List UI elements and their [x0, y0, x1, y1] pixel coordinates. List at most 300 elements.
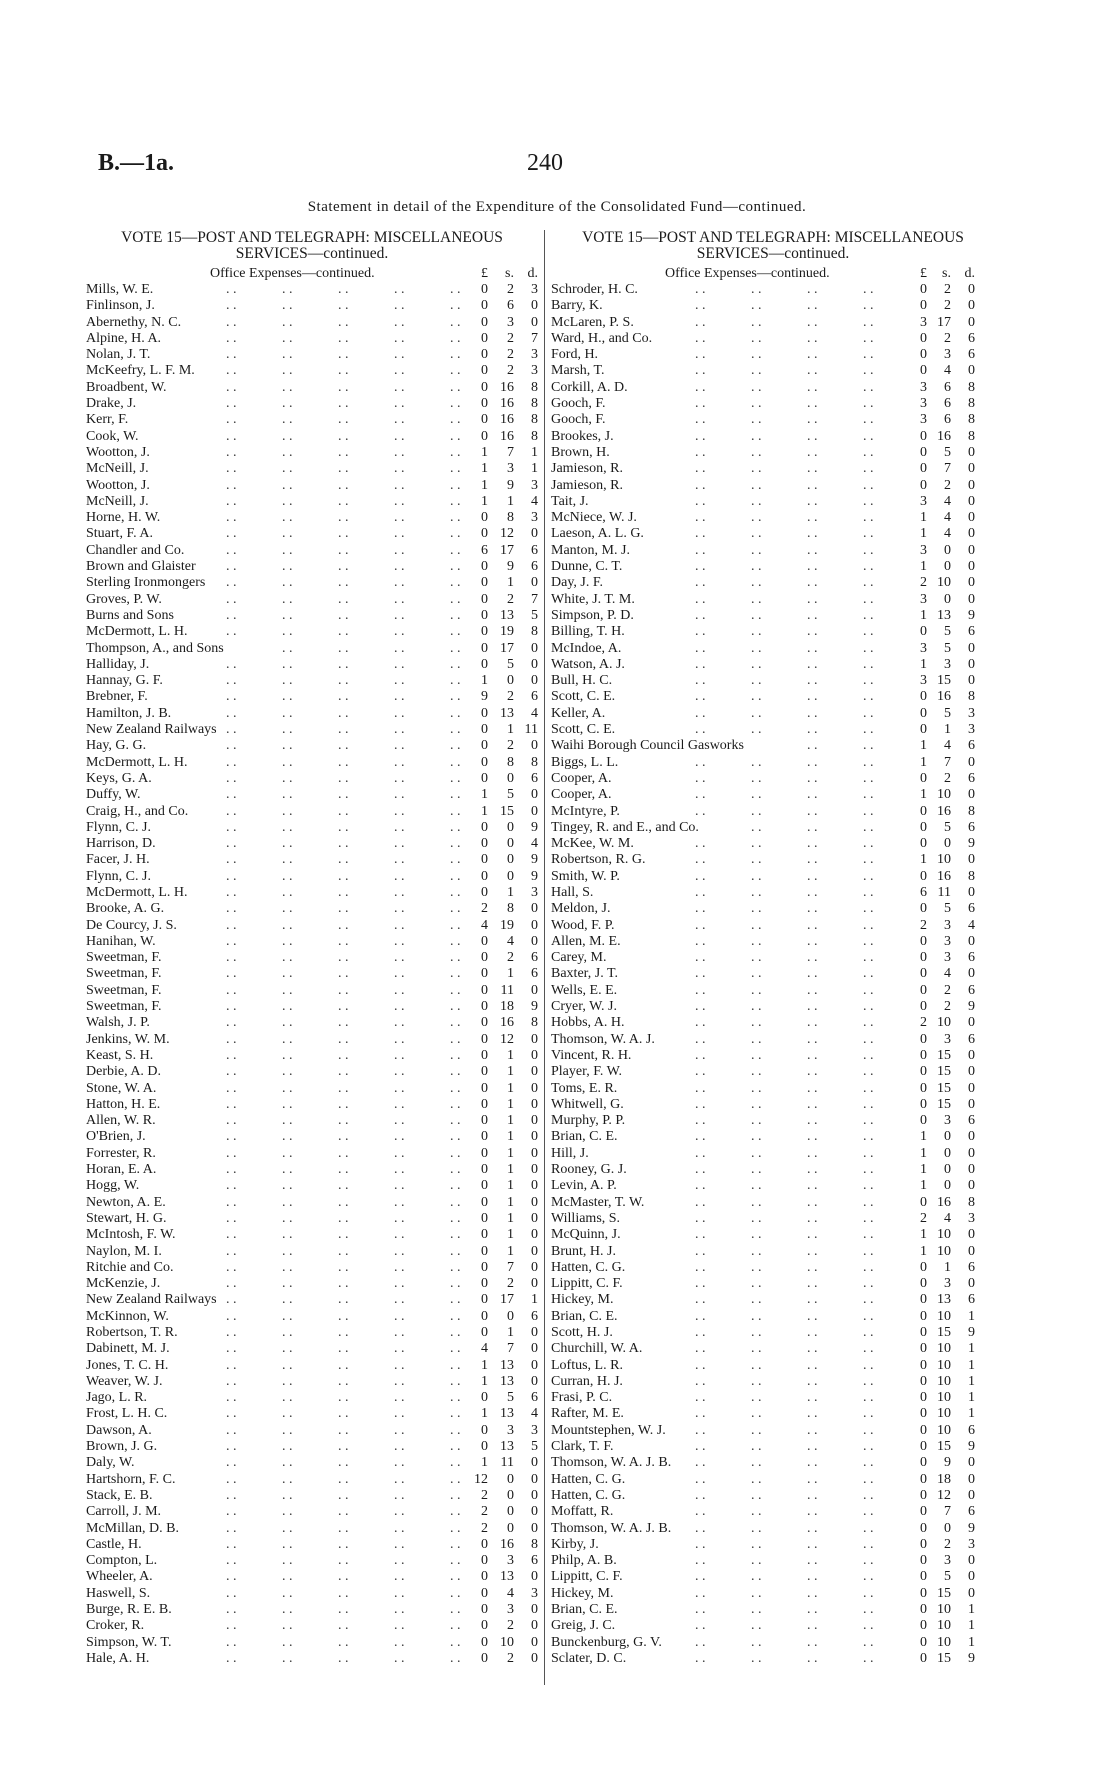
- amount-pounds: 1: [481, 787, 488, 803]
- expense-row: Hatten, C. G. 0 1 6 . . . . . . . .: [551, 1259, 975, 1275]
- payee-name: Wheeler, A.: [86, 1569, 153, 1585]
- amount-pounds: 0: [481, 950, 488, 966]
- amount-pence: 3: [531, 1585, 538, 1601]
- expense-row: Rafter, M. E. 0 10 1 . . . . . . . .: [551, 1406, 975, 1422]
- payee-name: Hill, J.: [551, 1145, 589, 1161]
- amount-shillings: 10: [937, 1357, 951, 1373]
- expense-row: Keys, G. A. 0 0 6 . . . . . . . . . .: [86, 770, 538, 786]
- amount-pounds: 0: [481, 428, 488, 444]
- amount-pounds: 0: [920, 1504, 927, 1520]
- amount-pounds: 0: [481, 1162, 488, 1178]
- expense-row: Player, F. W. 0 15 0 . . . . . . . .: [551, 1064, 975, 1080]
- amount-pounds: 0: [920, 1276, 927, 1292]
- payee-name: Smith, W. P.: [551, 868, 620, 884]
- payee-name: Mountstephen, W. J.: [551, 1422, 666, 1438]
- payee-name: Hannay, G. F.: [86, 673, 163, 689]
- amount-shillings: 12: [500, 526, 514, 542]
- amount-pounds: 0: [481, 1259, 488, 1275]
- amount-shillings: 0: [944, 591, 951, 607]
- amount-pounds: 1: [920, 1178, 927, 1194]
- expense-row: Weaver, W. J. 1 13 0 . . . . . . . . . .: [86, 1373, 538, 1389]
- amount-shillings: 7: [507, 1259, 514, 1275]
- expense-row: Flynn, C. J. 0 0 9 . . . . . . . . . .: [86, 868, 538, 884]
- payee-name: McQuinn, J.: [551, 1227, 621, 1243]
- payee-name: Brunt, H. J.: [551, 1243, 616, 1259]
- amount-pence: 6: [968, 1422, 975, 1438]
- amount-pounds: 1: [481, 673, 488, 689]
- amount-pounds: 1: [920, 1243, 927, 1259]
- amount-shillings: 3: [507, 1553, 514, 1569]
- amount-pounds: 0: [920, 1096, 927, 1112]
- amount-shillings: 0: [507, 1520, 514, 1536]
- expense-row: Barry, K. 0 2 0 . . . . . . . .: [551, 298, 975, 314]
- amount-shillings: 10: [937, 1618, 951, 1634]
- pence-heading: d.: [527, 266, 538, 281]
- payee-name: Compton, L.: [86, 1553, 158, 1569]
- amount-pounds: 0: [481, 347, 488, 363]
- amount-pence: 3: [968, 1210, 975, 1226]
- expense-row: Hatton, H. E. 0 1 0 . . . . . . . . . .: [86, 1096, 538, 1112]
- expense-row: Stack, E. B. 2 0 0 . . . . . . . . . .: [86, 1487, 538, 1503]
- expense-row: Alpine, H. A. 0 2 7 . . . . . . . . . .: [86, 330, 538, 346]
- amount-pounds: 0: [481, 526, 488, 542]
- amount-pence: 0: [531, 933, 538, 949]
- amount-shillings: 6: [944, 379, 951, 395]
- amount-pounds: 0: [920, 1406, 927, 1422]
- amount-pence: 0: [531, 1373, 538, 1389]
- expense-row: Castle, H. 0 16 8 . . . . . . . . . .: [86, 1536, 538, 1552]
- expense-row: Scott, C. E. 0 1 3 . . . . . . . .: [551, 722, 975, 738]
- amount-pence: 0: [531, 1227, 538, 1243]
- expense-row: New Zealand Railways 0 17 1 . . . . . . . . . .: [86, 1292, 538, 1308]
- amount-pence: 0: [531, 1064, 538, 1080]
- amount-pence: 8: [968, 803, 975, 819]
- expense-row: Naylon, M. I. 0 1 0 . . . . . . . . . .: [86, 1243, 538, 1259]
- amount-pounds: 0: [481, 852, 488, 868]
- expense-row: McNeill, J. 1 1 4 . . . . . . . . . .: [86, 493, 538, 509]
- payee-name: McNeill, J.: [86, 493, 149, 509]
- expense-row: Hatten, C. G. 0 18 0 . . . . . . . .: [551, 1471, 975, 1487]
- expense-row: Jenkins, W. M. 0 12 0 . . . . . . . . . .: [86, 1031, 538, 1047]
- amount-pence: 0: [968, 1276, 975, 1292]
- amount-shillings: 18: [937, 1471, 951, 1487]
- payee-name: Keller, A.: [551, 705, 606, 721]
- amount-pounds: 0: [920, 1308, 927, 1324]
- right-column: [544, 230, 993, 1685]
- amount-pounds: 3: [920, 493, 927, 509]
- payee-name: Meldon, J.: [551, 901, 611, 917]
- amount-pence: 0: [968, 1553, 975, 1569]
- expense-row: Schroder, H. C. 0 2 0 . . . . . . . .: [551, 282, 975, 297]
- expense-row: Facer, J. H. 0 0 9 . . . . . . . . . .: [86, 852, 538, 868]
- amount-pounds: 1: [481, 1357, 488, 1373]
- amount-pence: 8: [531, 396, 538, 412]
- expense-row: Jamieson, R. 0 2 0 . . . . . . . .: [551, 477, 975, 493]
- expense-row: McKinnon, W. 0 0 6 . . . . . . . . . .: [86, 1308, 538, 1324]
- amount-pounds: 0: [920, 836, 927, 852]
- amount-shillings: 9: [944, 1455, 951, 1471]
- amount-pence: 3: [531, 884, 538, 900]
- amount-pence: 3: [531, 477, 538, 493]
- amount-pounds: 0: [481, 1113, 488, 1129]
- amount-pounds: 0: [481, 510, 488, 526]
- amount-shillings: 13: [937, 607, 951, 623]
- expense-row: Derbie, A. D. 0 1 0 . . . . . . . . . .: [86, 1064, 538, 1080]
- amount-pence: 9: [968, 1520, 975, 1536]
- amount-pence: 6: [531, 950, 538, 966]
- amount-shillings: 17: [500, 542, 514, 558]
- amount-pence: 0: [531, 1325, 538, 1340]
- expense-row: Brian, C. E. 1 0 0 . . . . . . . .: [551, 1129, 975, 1145]
- expense-row: Jago, L. R. 0 5 6 . . . . . . . . . .: [86, 1390, 538, 1406]
- expense-row: De Courcy, J. S. 4 19 0 . . . . . . . . . .: [86, 917, 538, 933]
- payee-name: Harrison, D.: [86, 836, 156, 852]
- amount-shillings: 6: [944, 396, 951, 412]
- amount-shillings: 3: [507, 314, 514, 330]
- payee-name: Player, F. W.: [551, 1064, 623, 1080]
- expense-row: Brooke, A. G. 2 8 0 . . . . . . . . . .: [86, 901, 538, 917]
- amount-pence: 6: [531, 770, 538, 786]
- amount-pounds: 0: [481, 1243, 488, 1259]
- amount-pounds: 0: [481, 1439, 488, 1455]
- amount-pounds: 4: [481, 917, 488, 933]
- amount-shillings: 18: [500, 999, 514, 1015]
- amount-pounds: 0: [920, 1325, 927, 1340]
- amount-pounds: 0: [920, 901, 927, 917]
- amount-pounds: 1: [481, 1373, 488, 1389]
- amount-pence: 0: [968, 787, 975, 803]
- payee-name: Dawson, A.: [86, 1422, 152, 1438]
- payee-name: Carey, M.: [551, 950, 607, 966]
- payee-name: Ritchie and Co.: [86, 1259, 174, 1275]
- amount-shillings: 0: [944, 1145, 951, 1161]
- amount-pounds: 0: [481, 559, 488, 575]
- expense-row: Harrison, D. 0 0 4 . . . . . . . . . .: [86, 836, 538, 852]
- amount-pence: 1: [968, 1618, 975, 1634]
- payee-name: Abernethy, N. C.: [86, 314, 182, 330]
- amount-shillings: 15: [937, 1064, 951, 1080]
- amount-pounds: 1: [920, 1145, 927, 1161]
- expense-row: McDermott, L. H. 0 1 3 . . . . . . . . . .: [86, 884, 538, 900]
- expense-row: Rooney, G. J. 1 0 0 . . . . . . . .: [551, 1162, 975, 1178]
- payee-name: Curran, H. J.: [551, 1373, 623, 1389]
- amount-shillings: 4: [944, 1210, 951, 1226]
- amount-pence: 0: [531, 982, 538, 998]
- amount-pounds: 0: [481, 754, 488, 770]
- expense-row: Manton, M. J. 3 0 0 . . . . . . . .: [551, 542, 975, 558]
- amount-pounds: 0: [481, 1553, 488, 1569]
- amount-pence: 3: [968, 1536, 975, 1552]
- payee-name: Williams, S.: [551, 1210, 621, 1226]
- expense-row: Dawson, A. 0 3 3 . . . . . . . . . .: [86, 1422, 538, 1438]
- amount-shillings: 10: [937, 852, 951, 868]
- amount-shillings: 1: [507, 1064, 514, 1080]
- amount-pounds: 0: [481, 1194, 488, 1210]
- payee-name: Scott, H. J.: [551, 1325, 613, 1340]
- amount-shillings: 16: [500, 379, 514, 395]
- amount-shillings: 6: [944, 412, 951, 428]
- expense-row: Hall, S. 6 11 0 . . . . . . . .: [551, 884, 975, 900]
- amount-pounds: 2: [481, 1487, 488, 1503]
- amount-shillings: 7: [944, 754, 951, 770]
- amount-pounds: 0: [920, 1439, 927, 1455]
- amount-pounds: 9: [481, 689, 488, 705]
- subheading: [545, 264, 993, 282]
- payee-name: Cryer, W. J.: [551, 999, 617, 1015]
- amount-pence: 0: [531, 917, 538, 933]
- expense-row: Mills, W. E. 0 2 3 . . . . . . . . . .: [86, 282, 538, 297]
- payee-name: Rooney, G. J.: [551, 1162, 627, 1178]
- amount-shillings: 0: [944, 542, 951, 558]
- expense-row: Brown, J. G. 0 13 5 . . . . . . . . . .: [86, 1439, 538, 1455]
- amount-shillings: 0: [507, 1308, 514, 1324]
- amount-shillings: 5: [507, 1390, 514, 1406]
- amount-shillings: 16: [500, 396, 514, 412]
- amount-pounds: 0: [920, 1553, 927, 1569]
- payee-name: Waihi Borough Council Gasworks: [551, 738, 744, 754]
- amount-shillings: 15: [500, 803, 514, 819]
- amount-pence: 6: [531, 1390, 538, 1406]
- payee-name: Thomson, W. A. J.: [551, 1031, 655, 1047]
- amount-pounds: 1: [920, 526, 927, 542]
- expense-row: McNeill, J. 1 3 1 . . . . . . . . . .: [86, 461, 538, 477]
- expense-row: Cooper, A. 1 10 0 . . . . . . . .: [551, 787, 975, 803]
- amount-shillings: 5: [944, 444, 951, 460]
- amount-pence: 9: [531, 999, 538, 1015]
- amount-pence: 6: [968, 982, 975, 998]
- amount-pence: 0: [531, 1471, 538, 1487]
- payee-name: Moffatt, R.: [551, 1504, 614, 1520]
- amount-pence: 6: [968, 1113, 975, 1129]
- amount-pounds: 0: [481, 575, 488, 591]
- amount-pounds: 0: [920, 347, 927, 363]
- amount-pounds: 0: [481, 1585, 488, 1601]
- amount-pence: 6: [968, 770, 975, 786]
- payee-name: New Zealand Railways: [86, 1292, 217, 1308]
- expense-row: Thomson, W. A. J. B. 0 0 9 . . . . . . . .: [551, 1520, 975, 1536]
- payee-name: McKinnon, W.: [86, 1308, 169, 1324]
- amount-pounds: 0: [481, 722, 488, 738]
- amount-pounds: 2: [481, 1504, 488, 1520]
- amount-pounds: 0: [481, 607, 488, 623]
- amount-shillings: 15: [937, 1325, 951, 1340]
- amount-pounds: 0: [920, 624, 927, 640]
- payee-name: Jones, T. C. H.: [86, 1357, 169, 1373]
- amount-shillings: 2: [507, 1650, 514, 1666]
- amount-pence: 0: [531, 1194, 538, 1210]
- amount-pounds: 2: [481, 901, 488, 917]
- amount-shillings: 1: [944, 1259, 951, 1275]
- amount-pence: 9: [531, 852, 538, 868]
- amount-pence: 0: [968, 1162, 975, 1178]
- amount-pence: 1: [968, 1602, 975, 1618]
- payee-name: Greig, J. C.: [551, 1618, 616, 1634]
- payee-name: Simpson, W. T.: [86, 1634, 172, 1650]
- shillings-heading: s.: [505, 266, 514, 281]
- expense-row: Hogg, W. 0 1 0 . . . . . . . . . .: [86, 1178, 538, 1194]
- shillings-heading: s.: [942, 266, 951, 281]
- amount-pounds: 1: [920, 738, 927, 754]
- amount-shillings: 4: [507, 933, 514, 949]
- amount-pounds: 0: [920, 1357, 927, 1373]
- amount-shillings: 0: [507, 1487, 514, 1503]
- payee-name: Cooper, A.: [551, 770, 612, 786]
- expense-row: Compton, L. 0 3 6 . . . . . . . . . .: [86, 1553, 538, 1569]
- expense-row: Burns and Sons 0 13 5 . . . . . . . . . .: [86, 607, 538, 623]
- amount-shillings: 2: [944, 298, 951, 314]
- amount-pence: 0: [531, 640, 538, 656]
- payee-name: Jamieson, R.: [551, 461, 623, 477]
- payee-name: Sclater, D. C.: [551, 1650, 627, 1666]
- expense-list: [545, 282, 993, 1667]
- expense-row: Keller, A. 0 5 3 . . . . . . . .: [551, 705, 975, 721]
- amount-pence: 1: [968, 1308, 975, 1324]
- payee-name: Facer, J. H.: [86, 852, 150, 868]
- payee-name: Burge, R. E. B.: [86, 1602, 172, 1618]
- expense-row: McMillan, D. B. 2 0 0 . . . . . . . . . .: [86, 1520, 538, 1536]
- payee-name: Watson, A. J.: [551, 656, 625, 672]
- expense-row: Sweetman, F. 0 2 6 . . . . . . . . . .: [86, 950, 538, 966]
- amount-pounds: 0: [481, 1569, 488, 1585]
- payee-name: De Courcy, J. S.: [86, 917, 177, 933]
- amount-shillings: 1: [507, 1113, 514, 1129]
- expense-row: Newton, A. E. 0 1 0 . . . . . . . . . .: [86, 1194, 538, 1210]
- expense-row: Waihi Borough Council Gasworks 1 4 6 . . . .: [551, 738, 975, 754]
- amount-shillings: 5: [944, 901, 951, 917]
- expense-row: McMaster, T. W. 0 16 8 . . . . . . . .: [551, 1194, 975, 1210]
- amount-pounds: 3: [920, 542, 927, 558]
- expense-row: Billing, T. H. 0 5 6 . . . . . . . .: [551, 624, 975, 640]
- expense-row: Corkill, A. D. 3 6 8 . . . . . . . .: [551, 379, 975, 395]
- amount-shillings: 0: [507, 852, 514, 868]
- amount-pounds: 0: [481, 836, 488, 852]
- expense-row: Baxter, J. T. 0 4 0 . . . . . . . .: [551, 966, 975, 982]
- amount-pounds: 0: [481, 1602, 488, 1618]
- amount-pounds: 0: [481, 591, 488, 607]
- expense-row: Wood, F. P. 2 3 4 . . . . . . . .: [551, 917, 975, 933]
- amount-pence: 8: [968, 689, 975, 705]
- amount-pence: 3: [531, 282, 538, 297]
- expense-row: Simpson, W. T. 0 10 0 . . . . . . . . . .: [86, 1634, 538, 1650]
- amount-pounds: 3: [920, 412, 927, 428]
- payee-name: Philp, A. B.: [551, 1553, 617, 1569]
- amount-pence: 0: [968, 673, 975, 689]
- amount-pence: 0: [968, 966, 975, 982]
- amount-pence: 1: [968, 1357, 975, 1373]
- expense-row: McIndoe, A. 3 5 0 . . . . . . . .: [551, 640, 975, 656]
- amount-shillings: 5: [944, 640, 951, 656]
- amount-pence: 1: [968, 1406, 975, 1422]
- amount-pence: 8: [531, 754, 538, 770]
- amount-pence: 0: [531, 1031, 538, 1047]
- payee-name: Dabinett, M. J.: [86, 1341, 170, 1357]
- expense-row: Walsh, J. P. 0 16 8 . . . . . . . . . .: [86, 1015, 538, 1031]
- expense-row: Wootton, J. 1 9 3 . . . . . . . . . .: [86, 477, 538, 493]
- amount-shillings: 1: [507, 1162, 514, 1178]
- payee-name: Scott, C. E.: [551, 722, 616, 738]
- amount-pence: 0: [968, 444, 975, 460]
- amount-pounds: 0: [920, 330, 927, 346]
- expense-row: Wheeler, A. 0 13 0 . . . . . . . . . .: [86, 1569, 538, 1585]
- payee-name: Thomson, W. A. J. B.: [551, 1520, 672, 1536]
- payee-name: Wootton, J.: [86, 477, 150, 493]
- amount-pence: 1: [531, 444, 538, 460]
- amount-shillings: 12: [937, 1487, 951, 1503]
- amount-shillings: 13: [500, 1357, 514, 1373]
- amount-pounds: 1: [920, 852, 927, 868]
- expense-row: Brebner, F. 9 2 6 . . . . . . . . . .: [86, 689, 538, 705]
- expense-row: Brown, H. 0 5 0 . . . . . . . .: [551, 444, 975, 460]
- expense-row: Jamieson, R. 0 7 0 . . . . . . . .: [551, 461, 975, 477]
- amount-pounds: 2: [920, 575, 927, 591]
- amount-pounds: 0: [481, 1129, 488, 1145]
- payee-name: Hartshorn, F. C.: [86, 1471, 176, 1487]
- expense-row: Day, J. F. 2 10 0 . . . . . . . .: [551, 575, 975, 591]
- payee-name: White, J. T. M.: [551, 591, 635, 607]
- amount-pence: 0: [968, 314, 975, 330]
- amount-pounds: 0: [920, 1618, 927, 1634]
- amount-pence: 4: [531, 493, 538, 509]
- pounds-heading: £: [920, 266, 927, 281]
- payee-name: Brown, J. G.: [86, 1439, 158, 1455]
- amount-pence: 0: [531, 1455, 538, 1471]
- amount-pence: 0: [531, 787, 538, 803]
- amount-shillings: 4: [507, 1585, 514, 1601]
- payee-name: Bull, H. C.: [551, 673, 613, 689]
- payee-name: Jago, L. R.: [86, 1390, 148, 1406]
- amount-shillings: 15: [937, 1585, 951, 1601]
- amount-pounds: 0: [920, 363, 927, 379]
- amount-pounds: 6: [920, 884, 927, 900]
- amount-pounds: 3: [920, 314, 927, 330]
- amount-shillings: 1: [507, 1325, 514, 1340]
- amount-shillings: 19: [500, 917, 514, 933]
- amount-shillings: 15: [937, 1080, 951, 1096]
- expense-row: Dunne, C. T. 1 0 0 . . . . . . . .: [551, 559, 975, 575]
- expense-row: Vincent, R. H. 0 15 0 . . . . . . . .: [551, 1047, 975, 1063]
- expense-row: McKeefry, L. F. M. 0 2 3 . . . . . . . . . .: [86, 363, 538, 379]
- expense-row: Ward, H., and Co. 0 2 6 . . . . . . . .: [551, 330, 975, 346]
- amount-pounds: 1: [481, 803, 488, 819]
- amount-shillings: 9: [507, 477, 514, 493]
- amount-pounds: 0: [481, 999, 488, 1015]
- payee-name: Halliday, J.: [86, 656, 150, 672]
- expense-row: Brian, C. E. 0 10 1 . . . . . . . .: [551, 1602, 975, 1618]
- payee-name: McDermott, L. H.: [86, 754, 188, 770]
- amount-pence: 4: [531, 705, 538, 721]
- expense-row: White, J. T. M. 3 0 0 . . . . . . . .: [551, 591, 975, 607]
- amount-shillings: 1: [507, 1145, 514, 1161]
- amount-pence: 0: [531, 1569, 538, 1585]
- amount-pounds: 0: [920, 1422, 927, 1438]
- amount-shillings: 10: [937, 1373, 951, 1389]
- amount-pounds: 0: [481, 1031, 488, 1047]
- expense-row: Brookes, J. 0 16 8 . . . . . . . .: [551, 428, 975, 444]
- expense-row: McIntosh, F. W. 0 1 0 . . . . . . . . . .: [86, 1227, 538, 1243]
- amount-pence: 8: [968, 379, 975, 395]
- amount-pence: 9: [968, 999, 975, 1015]
- amount-pence: 3: [531, 1422, 538, 1438]
- amount-pounds: 0: [920, 1080, 927, 1096]
- amount-pence: 4: [968, 917, 975, 933]
- expense-row: Philp, A. B. 0 3 0 . . . . . . . .: [551, 1553, 975, 1569]
- amount-shillings: 7: [507, 444, 514, 460]
- amount-pence: 0: [968, 640, 975, 656]
- amount-pence: 0: [968, 1243, 975, 1259]
- expense-row: Tingey, R. and E., and Co. 0 5 6 . . . . . .: [551, 819, 975, 835]
- payee-name: Ford, H.: [551, 347, 599, 363]
- amount-shillings: 15: [937, 1439, 951, 1455]
